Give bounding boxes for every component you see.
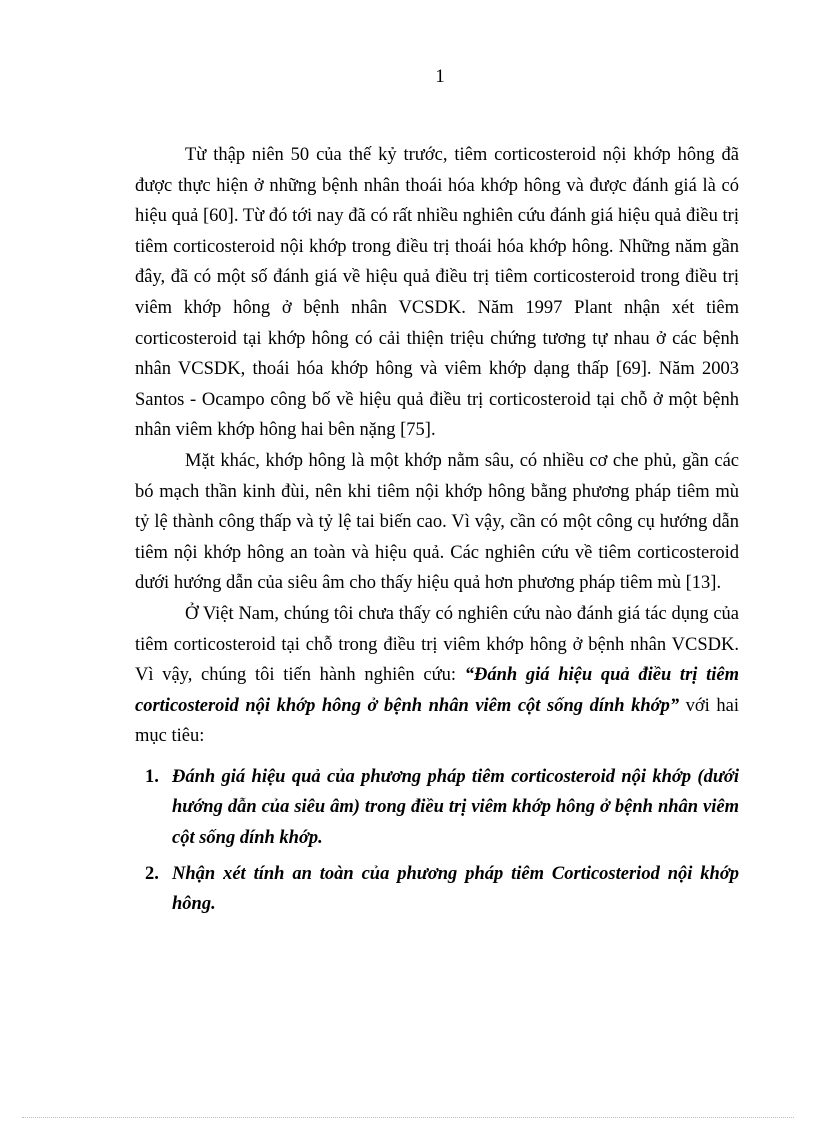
study-statement-lead: Ở Việt Nam, chúng tôi chưa thấy có nghiên cứu nào đánh giá tác dụng của tiêm corticosteroid tại chỗ trong điều trị viêm khớp hông ở bệnh nhân VCSDK. Vì vậy, chúng tôi tiến hành nghiên cứu: (135, 603, 739, 686)
objective-item (135, 762, 739, 854)
paragraph-study-statement (135, 599, 739, 752)
page-bottom-divider (22, 1117, 794, 1118)
objective-number: 1. (145, 766, 159, 787)
study-statement-tail: với hai mục tiêu: (135, 695, 739, 747)
study-title: “Đánh giá hiệu quả điều trị tiêm corticosteroid nội khớp hông ở bệnh nhân viêm cột sống dính khớp” (135, 665, 740, 716)
document-body (135, 140, 739, 925)
objectives-list (135, 762, 739, 920)
objective-number: 2. (145, 863, 159, 884)
objective-item (135, 859, 739, 920)
page-number: 1 (435, 66, 445, 87)
paragraph-intro: Từ thập niên 50 của thế kỷ trước, tiêm corticosteroid nội khớp hông đã được thực hiện ở những bệnh nhân thoái hóa khớp hông và được đánh giá là có hiệu quả [60]. Từ đó tới nay đã có rất nhiều nghiên cứu đánh giá hiệu quả điều trị tiêm corticosteroid nội khớp trong điều trị thoái hóa khớp hông. Những năm gần đây, đã có một số đánh giá về hiệu quả điều trị tiêm corticosteroid trong điều trị viêm khớp hông ở bệnh nhân VCSDK. Năm 1997 Plant nhận xét tiêm corticosteroid tại khớp hông có cải thiện triệu chứng tương tự nhau ở các bệnh nhân VCSDK, thoái hóa khớp hông và viêm khớp dạng thấp [69]. Năm 2003 Santos - Ocampo công bố về hiệu quả điều trị corticosteroid tại chỗ ở một bệnh nhân viêm khớp hông hai bên nặng [75]. (135, 145, 739, 441)
paragraph-rationale: Mặt khác, khớp hông là một khớp nằm sâu, có nhiều cơ che phủ, gần các bó mạch thần kinh đùi, nên khi tiêm nội khớp hông bằng phương pháp tiêm mù tỷ lệ thành công thấp và tỷ lệ tai biến cao. Vì vậy, cần có một công cụ hướng dẫn tiêm nội khớp hông an toàn và hiệu quả. Các nghiên cứu về tiêm corticosteroid dưới hướng dẫn của siêu âm cho thấy hiệu quả hơn phương pháp tiêm mù [13]. (135, 450, 739, 594)
objective-text: Đánh giá hiệu quả của phương pháp tiêm corticosteroid nội khớp (dưới hướng dẫn của siêu âm) trong điều trị viêm khớp hông ở bệnh nhân viêm cột sống dính khớp. (172, 766, 739, 849)
objective-text: Nhận xét tính an toàn của phương pháp tiêm Corticosteriod nội khớp hông. (172, 863, 739, 915)
